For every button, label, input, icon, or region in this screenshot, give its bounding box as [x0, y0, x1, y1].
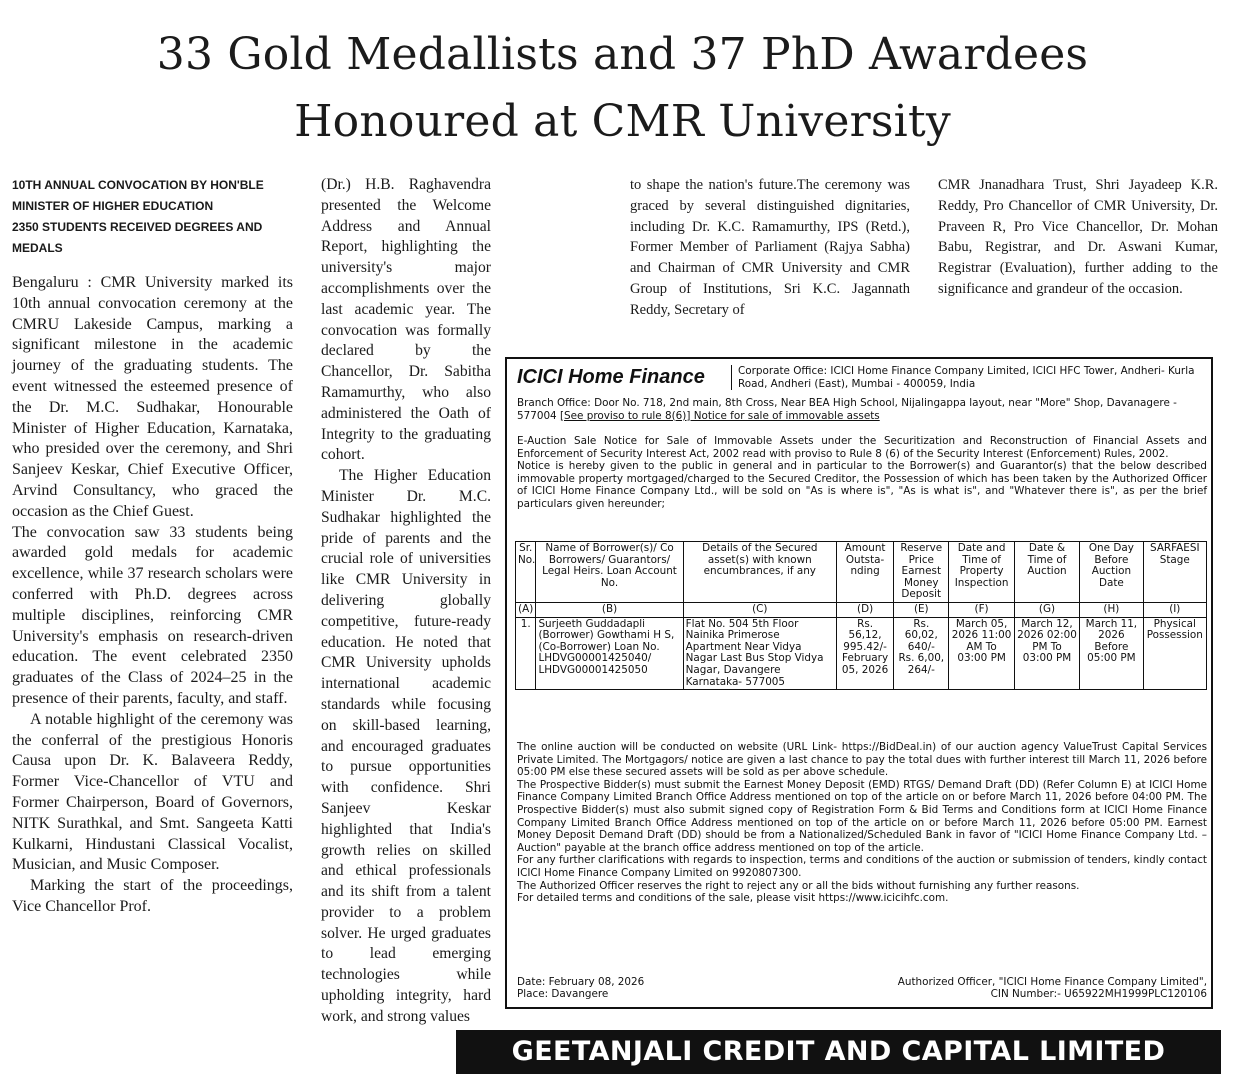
- amount-cell: Rs. 56,12, 995.42/- February 05, 2026: [836, 617, 893, 690]
- letter-cell: (A): [516, 602, 536, 617]
- header-cell: Name of Borrower(s)/ Co Borrowers/ Guarantors/ Legal Heirs. Loan Account No.: [536, 542, 683, 603]
- sr-no-cell: 1.: [516, 617, 536, 690]
- headline-line-1: 33 Gold Medallists and 37 PhD Awardees: [156, 29, 1089, 80]
- article-column-2: [321, 175, 491, 1028]
- subhead-convocation: 10TH ANNUAL CONVOCATION BY HON'BLE MINISTER OF HIGHER EDUCATION: [12, 178, 264, 213]
- letter-cell: (C): [683, 602, 836, 617]
- header-cell: Amount Outsta-nding: [836, 542, 893, 603]
- branch-office: [517, 397, 1207, 422]
- header-cell: Sr. No.: [516, 542, 536, 603]
- asset-cell: Flat No. 504 5th Floor Nainika Primerose Apartment Near Vidya Nagar Last Bus Stop Vidya Nagar, Davangere Karnataka- 577005: [683, 617, 836, 690]
- letter-cell: (B): [536, 602, 683, 617]
- header-cell: Date & Time of Auction: [1014, 542, 1079, 603]
- auction-terms: [517, 741, 1207, 905]
- article-column-3: [630, 175, 910, 321]
- article-column-4: [938, 175, 1218, 300]
- proviso-note: [See proviso to rule 8(6)] Notice for sale of immovable assets: [559, 409, 880, 422]
- article-paragraph: The Higher Education Minister Dr. M.C. Sudhakar highlighted the pride of parents and the crucial role of universities like CMR University in delivering globally competitive, future-ready education. He noted that CMR University upholds international academic standards while focusing on skill-based learning, and encouraged graduates to pursue opportunities with confidence. Shri Sanjeev Keskar highlighted that India's growth relies on skilled and ethical professionals and its shift from a talent provider to a problem solver. He urged graduates to lead emerging technologies while upholding integrity, hard work, and strong values: [321, 467, 491, 1025]
- notice-intro: [517, 435, 1207, 511]
- article-paragraph: to shape the nation's future.The ceremony was graced by several distinguished dignitaries, including Dr. K.C. Ramamurthy, IPS (Retd.), Former Member of Parliament (Rajya Sabha) and Chairman of CMR University and CMR Group of Institutions, Sri K.C. Jagannath Reddy, Secretary of: [630, 177, 910, 318]
- auction-cell: March 12, 2026 02:00 PM To 03:00 PM: [1014, 617, 1079, 690]
- table-letter-row: [516, 602, 1207, 617]
- branch-office-text: Branch Office: Door No. 718, 2nd main, 8th Cross, Near BEA High School, Nijalingappa layout, near "More" Shop, Davanagere - 577004: [517, 397, 1177, 422]
- article-column-1: [12, 175, 293, 918]
- reserve-cell: [894, 617, 949, 690]
- terms-paragraph: The Authorized Officer reserves the right to reject any or all the bids without furnishing any further reasons.: [517, 879, 1080, 892]
- article-paragraph: A notable highlight of the ceremony was the conferral of the prestigious Honoris Causa upon Dr. K. Balaveera Reddy, Former Vice-Chancellor of VTU and Former Chairperson, Board of Governors, NITK Surathkal, and Smt. Sangeeta Katti Kulkarni, Hindustani Classical Vocalist, Musician, and Music Composer.: [12, 710, 293, 874]
- letter-cell: (D): [836, 602, 893, 617]
- header-cell: [894, 542, 949, 603]
- terms-paragraph: For any further clarifications with regards to inspection, terms and conditions of the auction or submission of tenders, kindly contact ICICI Home Finance Company Limited on 9920807300.: [517, 854, 1207, 879]
- inspection-cell: March 05, 2026 11:00 AM To 03:00 PM: [949, 617, 1014, 690]
- notice-place: Place: Davangere: [517, 988, 609, 1000]
- table-row: [516, 617, 1207, 690]
- cin-number: CIN Number:- U65922MH1999PLC120106: [990, 988, 1207, 1000]
- article-paragraph: Marking the start of the proceedings, Vice Chancellor Prof.: [12, 877, 293, 915]
- subhead-students: 2350 STUDENTS RECEIVED DEGREES AND MEDALS: [12, 220, 263, 255]
- auction-table: [515, 541, 1207, 690]
- geetanjali-banner: GEETANJALI CREDIT AND CAPITAL LIMITED: [456, 1030, 1221, 1074]
- letter-cell: (F): [949, 602, 1014, 617]
- terms-paragraph: The online auction will be conducted on website (URL Link- https://BidDeal.in) of our auction agency ValueTrust Capital Services Private Limited. The Mortgagors/ notice are given a last chance to pay the total dues with further interest till March 11, 2026 before 05:00 PM else these secured assets will be sold as per above schedule.: [517, 741, 1207, 779]
- letter-cell: (E): [894, 602, 949, 617]
- emd-value: Rs. 6,00, 264/-: [898, 652, 945, 676]
- article-paragraph: CMR Jnanadhara Trust, Shri Jayadeep K.R. Reddy, Pro Chancellor of CMR University, Dr. Praveen R, Pro Vice Chancellor, Dr. Mohan Babu, Registrar, and Dr. Aswani Kumar, Registrar (Evaluation), further adding to the significance and grandeur of the occasion.: [938, 177, 1218, 297]
- notice-body: Notice is hereby given to the public in general and in particular to the Borrower(s) and Guarantor(s) that the below described immovable property mortgaged/charged to the Secured Creditor, the Possession of which has been taken by the Authorized Officer of ICICI Home Finance Company Ltd., will be sold on "As is where is", "As is what is", and "Whatever there is", as per the brief particulars given hereunder;: [517, 460, 1207, 510]
- authorized-officer: Authorized Officer, "ICICI Home Finance Company Limited",: [897, 976, 1207, 988]
- letter-cell: (G): [1014, 602, 1079, 617]
- article-paragraph: (Dr.) H.B. Raghavendra presented the Welcome Address and Annual Report, highlighting the university's major accomplishments over the last academic year. The convocation was formally declared by the Chancellor, Dr. Sabitha Ramamurthy, who also administered the Oath of Integrity to the graduating cohort.: [321, 176, 491, 464]
- auction-notice-ad: [505, 357, 1213, 1009]
- stage-cell: Physical Possession: [1143, 617, 1206, 690]
- terms-paragraph: For detailed terms and conditions of the sale, please visit https://www.icicihfc.com.: [517, 892, 949, 905]
- article-paragraph: Bengaluru : CMR University marked its 10th annual convocation ceremony at the CMRU Lakeside Campus, marking a significant milestone in the academic journey of the graduating students. The event witnessed the esteemed presence of the Dr. M.C. Sudhakar, Honourable Minister of Higher Education, Karnataka, who presided over the ceremony, and Shri Sanjeev Keskar, Chief Executive Officer, Arvind Consultancy, who graced the occasion as the Chief Guest.: [12, 274, 293, 520]
- reserve-price-label: Reserve Price: [900, 542, 943, 566]
- letter-cell: (H): [1080, 602, 1143, 617]
- emd-label: Earnest Money Deposit: [901, 565, 942, 601]
- notice-date: Date: February 08, 2026: [517, 976, 645, 988]
- before-auction-cell: March 11, 2026 Before 05:00 PM: [1080, 617, 1143, 690]
- terms-paragraph: The Prospective Bidder(s) must submit the Earnest Money Deposit (EMD) RTGS/ Demand Draft (DD) (Refer Column E) at ICICI Home Finance Company Limited Branch Office Address mentioned on top of the article on or before March 11, 2026 before 04:00 PM. The Prospective Bidder(s) must also submit signed copy of Registration Form & Bid Terms and Conditions form at ICICI Home Finance Company Limited Branch Office Address mentioned on top of the article on or before March 11, 2026 before 05:00 PM. Earnest Money Deposit Demand Draft (DD) should be from a Nationalized/Scheduled Bank in favor of "ICICI Home Finance Company Ltd. – Auction" payable at the branch office address mentioned on top of the article.: [517, 778, 1207, 854]
- header-cell: Date and Time of Property Inspection: [949, 542, 1014, 603]
- header-cell: Details of the Secured asset(s) with known encumbrances, if any: [683, 542, 836, 603]
- article-paragraph: The convocation saw 33 students being awarded gold medals for academic excellence, while 37 research scholars were conferred with Ph.D. degrees across multiple disciplines, reinforcing CMR University's emphasis on research-driven education. The event celebrated 2350 graduates of the Class of 2024–25 in the presence of their parents, faculty, and staff.: [12, 523, 293, 707]
- reserve-price-value: Rs. 60,02, 640/-: [904, 617, 938, 653]
- corporate-office: Corporate Office: ICICI Home Finance Company Limited, ICICI HFC Tower, Andheri- Kurla Road, Andheri (East), Mumbai - 400059, India: [731, 365, 1207, 390]
- icici-logo: [517, 367, 731, 399]
- borrower-cell: Surjeeth Guddadapli (Borrower) Gowthami H S, (Co-Borrower) Loan No. LHDVG00001425040/ LHDVG00001425050: [536, 617, 683, 690]
- header-cell: SARFAESI Stage: [1143, 542, 1206, 603]
- header-cell: One Day Before Auction Date: [1080, 542, 1143, 603]
- table-header-row: [516, 542, 1207, 603]
- headline-line-2: Honoured at CMR University: [294, 96, 951, 147]
- logo-text: ICICI Home Finance: [517, 366, 705, 388]
- letter-cell: (I): [1143, 602, 1206, 617]
- notice-title: E-Auction Sale Notice for Sale of Immovable Assets under the Securitization and Reconstruction of Financial Assets and Enforcement of Security Interest Act, 2002 read with proviso to Rule 8 (6) of the Security Interest (Enforcement) Rules, 2002.: [517, 435, 1207, 460]
